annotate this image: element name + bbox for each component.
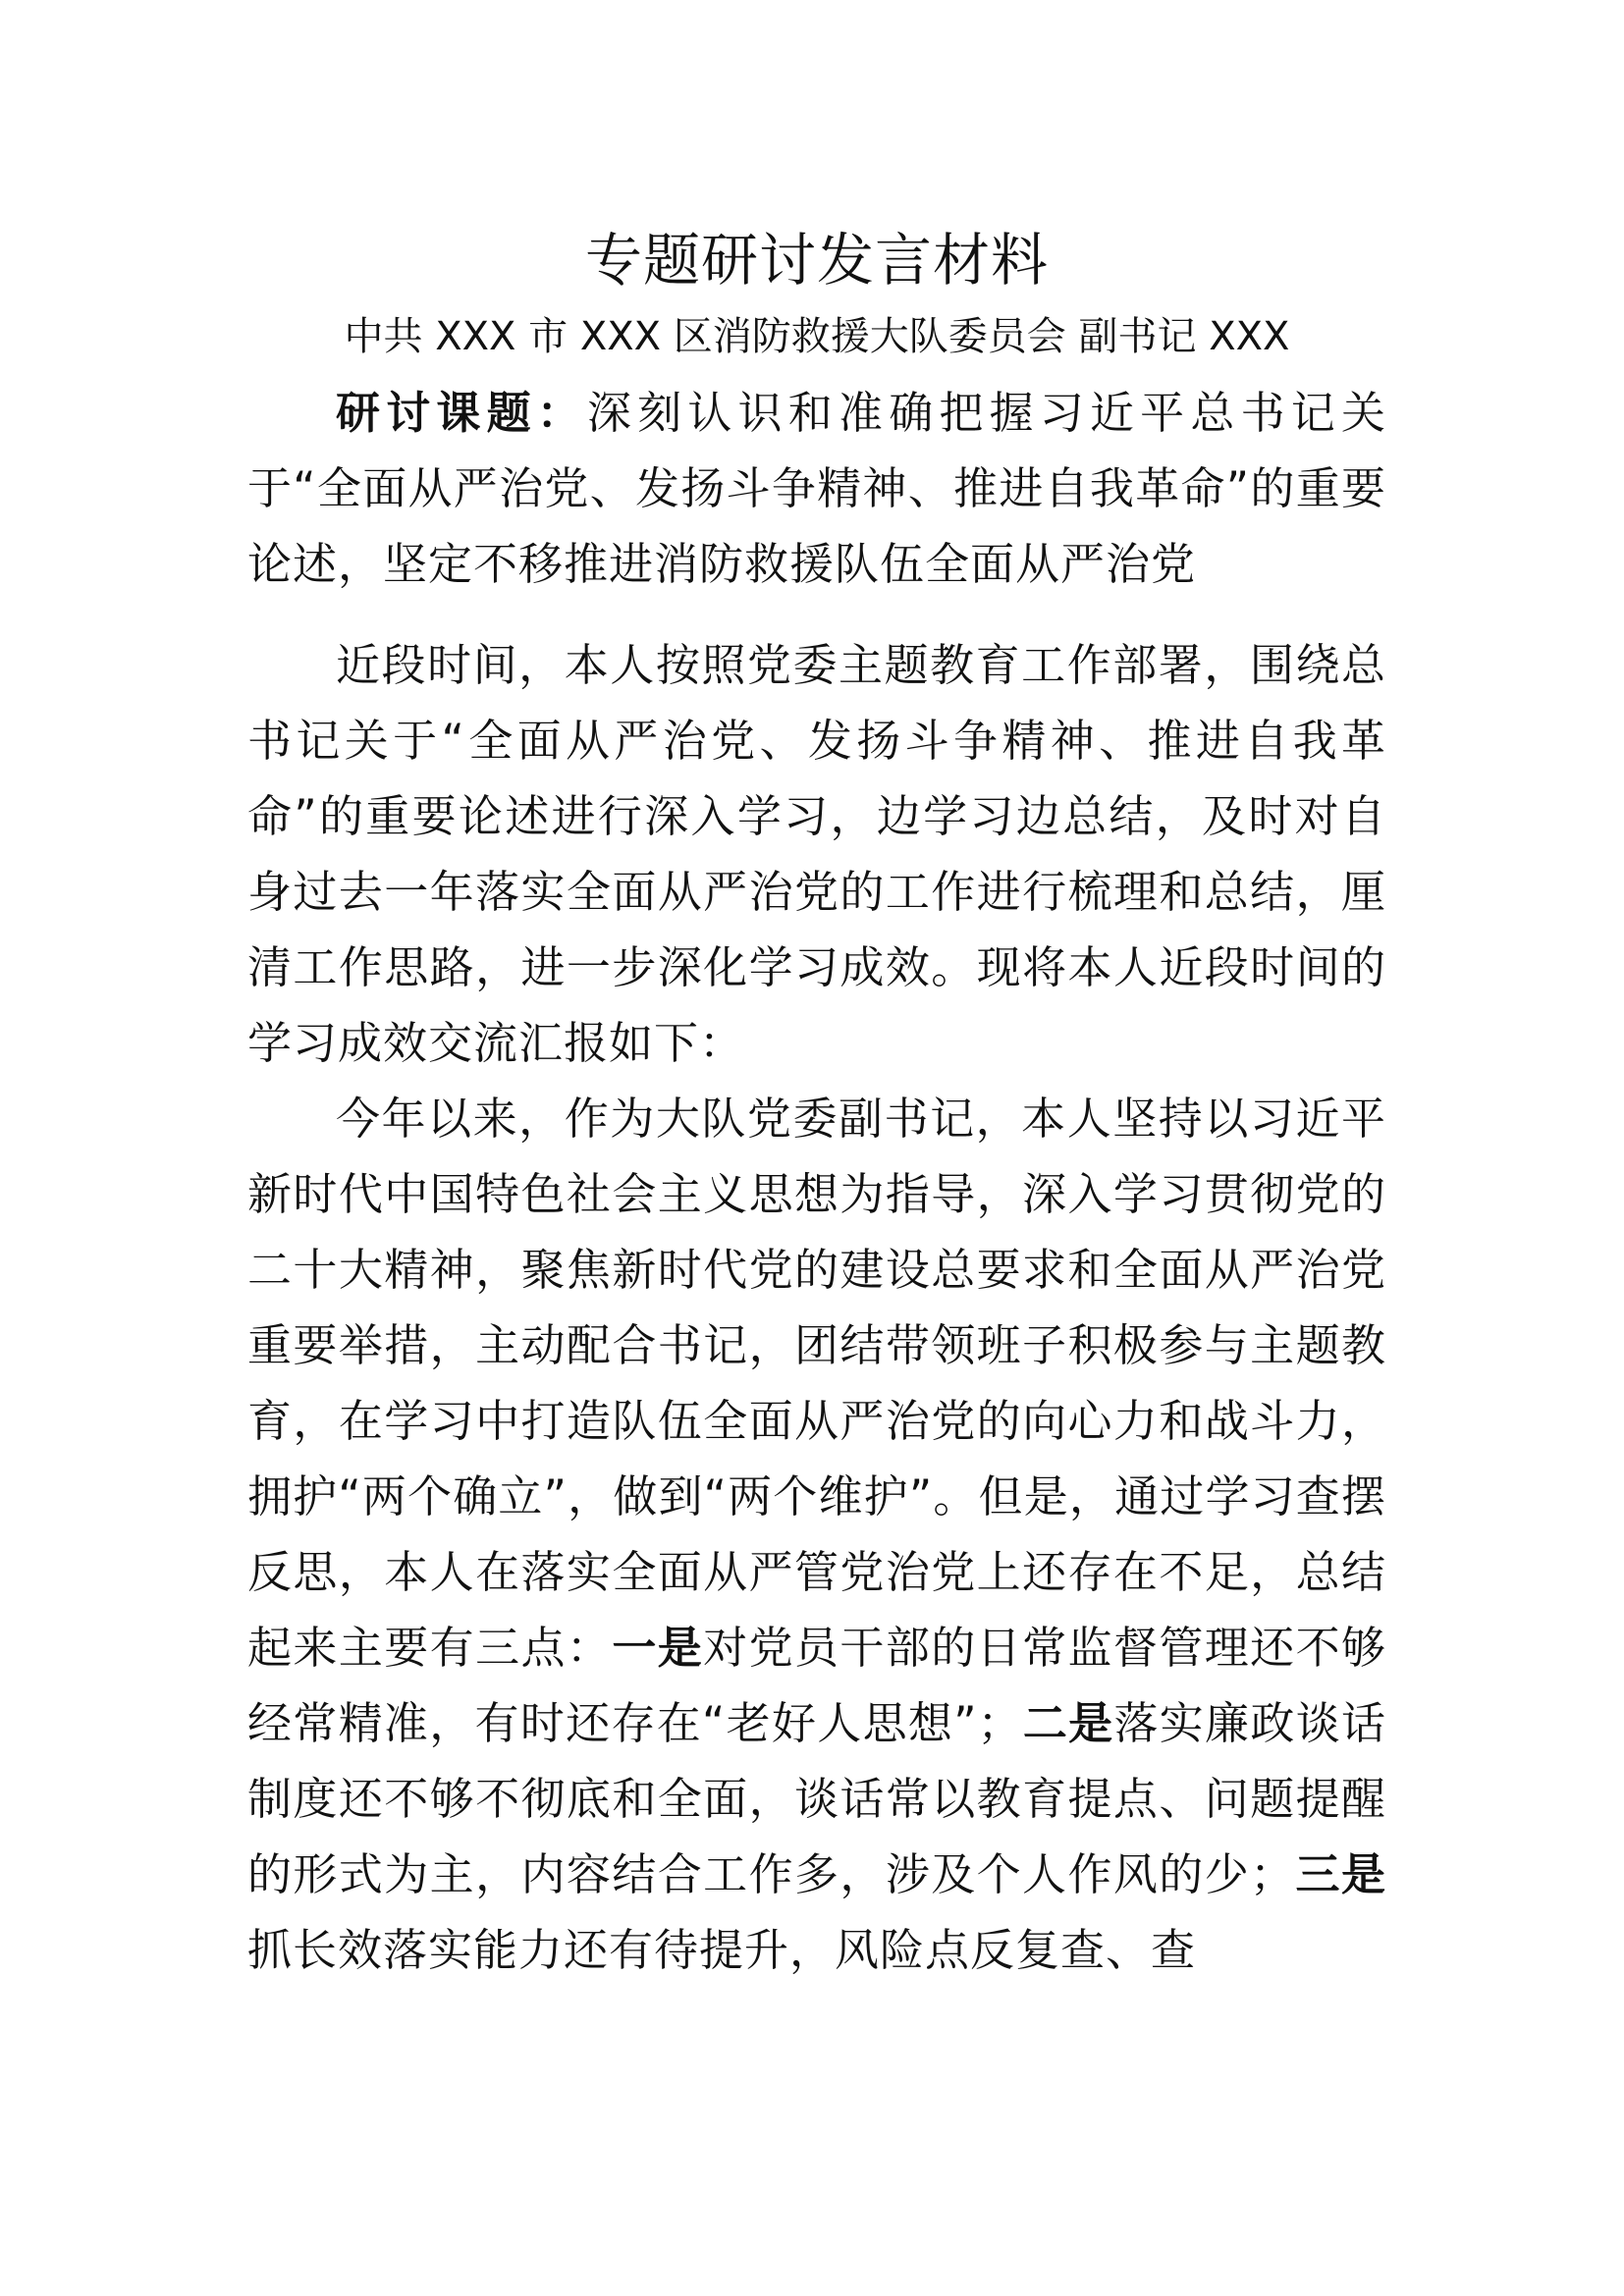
author-line: 中共 XXX 市 XXX 区消防救援大队委员会 副书记 XXX xyxy=(344,314,1290,359)
body-paragraph-1: 近段时间，本人按照党委主题教育工作部署，围绕总书记关于“全面从严治党、发扬斗争精神、推进自我革命”的重要论述进行深入学习，边学习边总结，及时对自身过去一年落实全面从严治党的工作进行梳理和总结，厘清工作思路，进一步深化学习成效。现将本人近段时间的学习成效交流汇报如下： xyxy=(247,639,1386,1069)
topic-label: 研讨课题： xyxy=(336,387,587,439)
point-2-text: 落实廉政谈话制度还不够不彻底和全面，谈话常以教育提点、问题提醒的形式为主，内容结合工作多，涉及个人作风的少； xyxy=(247,1697,1386,1900)
point-1-text: 对党员干部的日常监督管理还不够经常精准，有时还存在“老好人思想”； xyxy=(247,1622,1386,1749)
topic-paragraph xyxy=(247,375,1386,602)
point-1-label: 一是 xyxy=(612,1622,704,1674)
topic-text: 深刻认识和准确把握习近平总书记关于“全面从严治党、发扬斗争精神、推进自我革命”的重要论述，坚定不移推进消防救援队伍全面从严治党 xyxy=(247,387,1386,590)
point-3-text: 抓长效落实能力还有待提升，风险点反复查、查 xyxy=(247,1924,1197,1976)
point-2-label: 二是 xyxy=(1022,1697,1114,1749)
document-title: 专题研讨发言材料 xyxy=(584,227,1049,294)
paragraph-2-intro: 今年以来，作为大队党委副书记，本人坚持以习近平新时代中国特色社会主义思想为指导，深入学习贯彻党的二十大精神，聚焦新时代党的建设总要求和全面从严治党重要举措，主动配合书记，团结带领班子积极参与主题教育，在学习中打造队伍全面从严治党的向心力和战斗力，拥护“两个确立”，做到“两个维护”。但是，通过学习查摆反思，本人在落实全面从严管党治党上还存在不足，总结起来主要有三点： xyxy=(247,1093,1386,1674)
body-paragraph-2 xyxy=(247,1081,1386,1988)
point-3-label: 三是 xyxy=(1295,1848,1386,1900)
document-content xyxy=(247,218,1386,1988)
